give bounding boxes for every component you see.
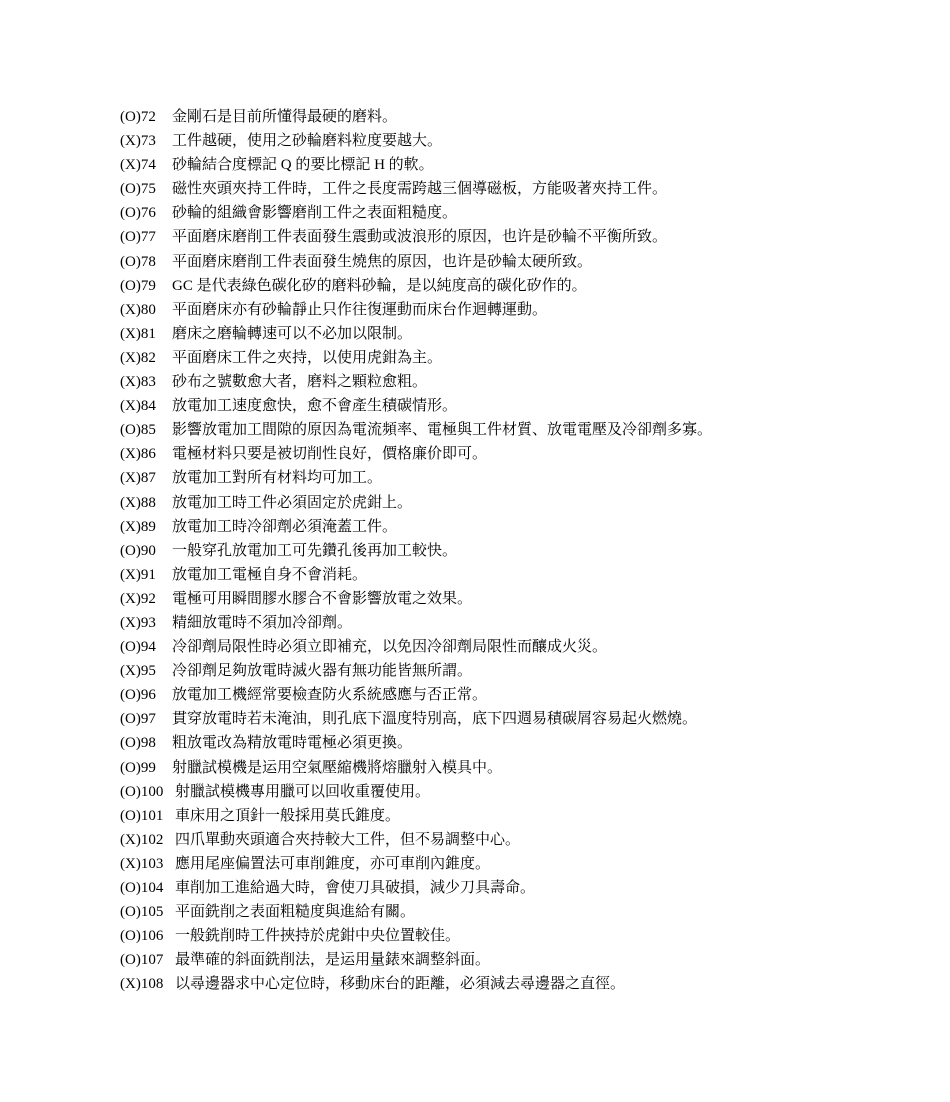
answer-mark: (O) <box>120 735 141 752</box>
answer-mark: (O) <box>120 904 141 921</box>
question-text: 磁性夾頭夾持工件時，工件之長度需跨越三個導磁板，方能吸著夾持工件。 <box>172 181 668 198</box>
question-item <box>120 201 712 225</box>
answer-mark: (O) <box>120 253 141 270</box>
question-item <box>120 515 712 539</box>
question-number: 106 <box>140 928 164 945</box>
question-item <box>120 250 712 274</box>
question-text: 放電加工速度愈快，愈不會產生積碳情形。 <box>172 398 458 415</box>
question-number: 92 <box>140 590 156 607</box>
question-label <box>120 659 172 683</box>
question-label <box>120 129 172 153</box>
question-label <box>120 153 172 177</box>
answer-mark: (X) <box>120 398 141 415</box>
question-item <box>120 491 712 515</box>
answer-mark: (X) <box>120 590 141 607</box>
question-number: 108 <box>140 976 164 993</box>
question-text: 放電加工對所有材料均可加工。 <box>172 470 383 487</box>
question-number: 74 <box>140 157 156 174</box>
answer-mark: (O) <box>120 422 141 439</box>
answer-mark: (X) <box>120 157 141 174</box>
answer-mark: (O) <box>120 229 141 246</box>
question-number: 81 <box>140 325 156 342</box>
question-label <box>120 900 175 924</box>
answer-mark: (O) <box>120 880 141 896</box>
question-text: 射臘試模機是运用空氣壓縮機將熔臘射入模具中。 <box>172 759 503 776</box>
question-number: 107 <box>140 952 164 969</box>
question-number: 88 <box>140 494 156 511</box>
question-item <box>120 876 712 900</box>
question-number: 99 <box>140 759 156 776</box>
answer-mark: (O) <box>120 181 141 198</box>
answer-mark: (X) <box>120 976 141 993</box>
question-text: 砂布之號數愈大者，磨料之顆粒愈粗。 <box>172 374 428 391</box>
question-text: 車削加工進給過大時，會使刀具破損，減少刀具壽命。 <box>175 880 536 896</box>
question-label <box>120 250 172 274</box>
question-text: 冷卻劑足夠放電時滅火器有無功能皆無所謂。 <box>172 663 473 680</box>
question-item <box>120 900 712 924</box>
answer-mark: (O) <box>120 639 141 656</box>
question-number: 97 <box>140 711 156 728</box>
question-label <box>120 804 175 828</box>
answer-mark: (X) <box>120 831 141 848</box>
question-label <box>120 515 172 539</box>
question-number: 85 <box>140 422 156 439</box>
question-text: 金剛石是目前所懂得最硬的磨料。 <box>172 109 398 125</box>
question-item <box>120 852 712 876</box>
answer-mark: (X) <box>120 518 141 535</box>
question-number: 89 <box>140 518 156 535</box>
answer-mark: (X) <box>120 325 141 342</box>
question-number: 93 <box>140 614 156 631</box>
question-label <box>120 683 172 707</box>
question-number: 82 <box>140 349 156 366</box>
question-number: 95 <box>140 663 156 680</box>
question-item <box>120 780 712 804</box>
question-item <box>120 177 712 201</box>
question-number: 84 <box>140 398 156 415</box>
question-number: 96 <box>140 687 156 704</box>
question-item <box>120 298 712 322</box>
question-text: GC 是代表綠色碳化矽的磨料砂輪，是以純度高的碳化矽作的。 <box>172 277 587 294</box>
question-label <box>120 274 172 298</box>
question-number: 72 <box>140 109 156 125</box>
question-item <box>120 370 712 394</box>
question-item <box>120 804 712 828</box>
answer-mark: (O) <box>120 109 141 125</box>
answer-mark: (O) <box>120 759 141 776</box>
question-item <box>120 756 712 780</box>
question-item <box>120 563 712 587</box>
question-number: 86 <box>140 446 156 463</box>
question-label <box>120 587 172 611</box>
question-label <box>120 611 172 635</box>
question-number: 104 <box>140 880 164 896</box>
answer-mark: (O) <box>120 542 141 559</box>
question-number: 101 <box>140 807 164 824</box>
question-text: 電極材料只要是被切削性良好，價格廉价即可。 <box>172 446 488 463</box>
question-item <box>120 129 712 153</box>
question-text: 平面磨床磨削工件表面發生燒焦的原因，也许是砂輪太硬所致。 <box>172 253 593 270</box>
question-label <box>120 756 172 780</box>
question-label <box>120 442 172 466</box>
question-text: 工件越硬，使用之砂輪磨料粒度要越大。 <box>172 133 443 150</box>
question-item <box>120 731 712 755</box>
question-label <box>120 948 175 972</box>
question-item <box>120 418 712 442</box>
question-text: 貫穿放電時若未淹油，則孔底下溫度特別高，底下四週易積碳屑容易起火燃燒。 <box>172 711 698 728</box>
question-label <box>120 298 172 322</box>
question-item <box>120 587 712 611</box>
question-label <box>120 539 172 563</box>
question-text: 平面磨床磨削工件表面發生震動或波浪形的原因，也许是砂輪不平衡所致。 <box>172 229 668 246</box>
question-number: 78 <box>140 253 156 270</box>
question-item <box>120 466 712 490</box>
question-label <box>120 707 172 731</box>
question-text: 四爪單動夾頭適合夾持較大工件，但不易調整中心。 <box>175 831 521 848</box>
question-text: 放電加工電極自身不會消耗。 <box>172 566 368 583</box>
question-label <box>120 972 175 996</box>
question-text: 以尋邊器求中心定位時，移動床台的距離，必須減去尋邊器之直徑。 <box>175 976 626 993</box>
answer-mark: (X) <box>120 494 141 511</box>
question-text: 放電加工時工件必須固定於虎鉗上。 <box>172 494 413 511</box>
question-text: 砂輪結合度標記 Q 的要比標記 H 的軟。 <box>172 157 434 174</box>
question-text: 放電加工時冷卻劑必須淹蓋工件。 <box>172 518 398 535</box>
answer-mark: (X) <box>120 614 141 631</box>
answer-mark: (O) <box>120 277 141 294</box>
question-label <box>120 491 172 515</box>
question-number: 102 <box>140 831 164 848</box>
answer-mark: (X) <box>120 855 141 872</box>
question-text: 冷卻劑局限性時必須立即補充，以免因冷卻劑局限性而釀成火災。 <box>172 639 608 656</box>
answer-mark: (O) <box>120 687 141 704</box>
question-label <box>120 105 172 129</box>
question-text: 砂輪的組織會影響磨削工件之表面粗糙度。 <box>172 205 458 222</box>
question-text: 磨床之磨輪轉速可以不必加以限制。 <box>172 325 413 342</box>
question-label <box>120 346 172 370</box>
question-text: 最準確的斜面銑削法，是运用量錶來調整斜面。 <box>175 952 491 969</box>
question-text: 應用尾座偏置法可車削錐度，亦可車削內錐度。 <box>175 855 491 872</box>
question-item <box>120 924 712 948</box>
question-item <box>120 972 712 996</box>
question-number: 75 <box>140 181 156 198</box>
question-number: 100 <box>140 783 164 800</box>
question-label <box>120 635 172 659</box>
question-text: 平面磨床亦有砂輪靜止只作往復運動而床台作迴轉運動。 <box>172 301 548 318</box>
question-number: 105 <box>140 904 164 921</box>
question-number: 103 <box>140 855 164 872</box>
question-item <box>120 539 712 563</box>
question-label <box>120 418 172 442</box>
question-item <box>120 394 712 418</box>
question-label <box>120 563 172 587</box>
question-label <box>120 876 175 900</box>
answer-mark: (X) <box>120 446 141 463</box>
question-label <box>120 828 175 852</box>
answer-mark: (O) <box>120 807 141 824</box>
question-label <box>120 852 175 876</box>
answer-mark: (O) <box>120 928 141 945</box>
question-item <box>120 635 712 659</box>
answer-mark: (X) <box>120 301 141 318</box>
question-item <box>120 322 712 346</box>
question-label <box>120 225 172 249</box>
question-label <box>120 466 172 490</box>
question-number: 76 <box>140 205 156 222</box>
answer-mark: (O) <box>120 711 141 728</box>
question-number: 77 <box>140 229 156 246</box>
question-label <box>120 394 172 418</box>
answer-mark: (X) <box>120 663 141 680</box>
question-number: 79 <box>140 277 156 294</box>
question-item <box>120 105 712 129</box>
question-item <box>120 707 712 731</box>
question-number: 90 <box>140 542 156 559</box>
question-item <box>120 828 712 852</box>
question-number: 73 <box>140 133 156 150</box>
question-item <box>120 225 712 249</box>
question-text: 平面銑削之表面粗糙度與進給有關。 <box>175 904 416 921</box>
question-text: 一般穿孔放電加工可先鑽孔後再加工較快。 <box>172 542 458 559</box>
question-item <box>120 346 712 370</box>
question-text: 一般銑削時工件挾持於虎鉗中央位置較佳。 <box>175 928 461 945</box>
answer-mark: (X) <box>120 566 141 583</box>
question-number: 94 <box>140 639 156 656</box>
answer-mark: (X) <box>120 374 141 391</box>
question-text: 平面磨床工件之夾持，以使用虎鉗為主。 <box>172 349 443 366</box>
question-label <box>120 322 172 346</box>
question-text: 車床用之頂針一般採用莫氏錐度。 <box>175 807 401 824</box>
answer-mark: (X) <box>120 133 141 150</box>
question-number: 80 <box>140 301 156 318</box>
question-item <box>120 274 712 298</box>
answer-mark: (O) <box>120 205 141 222</box>
question-list <box>120 105 712 996</box>
question-label <box>120 177 172 201</box>
question-text: 電極可用瞬間膠水膠合不會影響放電之效果。 <box>172 590 473 607</box>
question-label <box>120 731 172 755</box>
question-item <box>120 683 712 707</box>
question-label <box>120 201 172 225</box>
question-item <box>120 442 712 466</box>
question-text: 放電加工機經常要檢查防火系統感應与否正常。 <box>172 687 488 704</box>
question-label <box>120 780 175 804</box>
question-item <box>120 659 712 683</box>
question-text: 射臘試模機專用臘可以回收重覆使用。 <box>175 783 431 800</box>
question-number: 98 <box>140 735 156 752</box>
question-number: 91 <box>140 566 156 583</box>
question-item <box>120 948 712 972</box>
answer-mark: (O) <box>120 952 141 969</box>
question-label <box>120 924 175 948</box>
question-label <box>120 370 172 394</box>
question-number: 83 <box>140 374 156 391</box>
question-number: 87 <box>140 470 156 487</box>
question-text: 粗放電改為精放電時電極必須更換。 <box>172 735 413 752</box>
question-text: 影響放電加工間隙的原因為電流頻率、電極與工件材質、放電電壓及冷卻劑多寡。 <box>172 422 713 439</box>
answer-mark: (O) <box>120 783 141 800</box>
question-item <box>120 153 712 177</box>
answer-mark: (X) <box>120 470 141 487</box>
question-text: 精細放電時不須加冷卻劑。 <box>172 614 353 631</box>
answer-mark: (X) <box>120 349 141 366</box>
question-item <box>120 611 712 635</box>
